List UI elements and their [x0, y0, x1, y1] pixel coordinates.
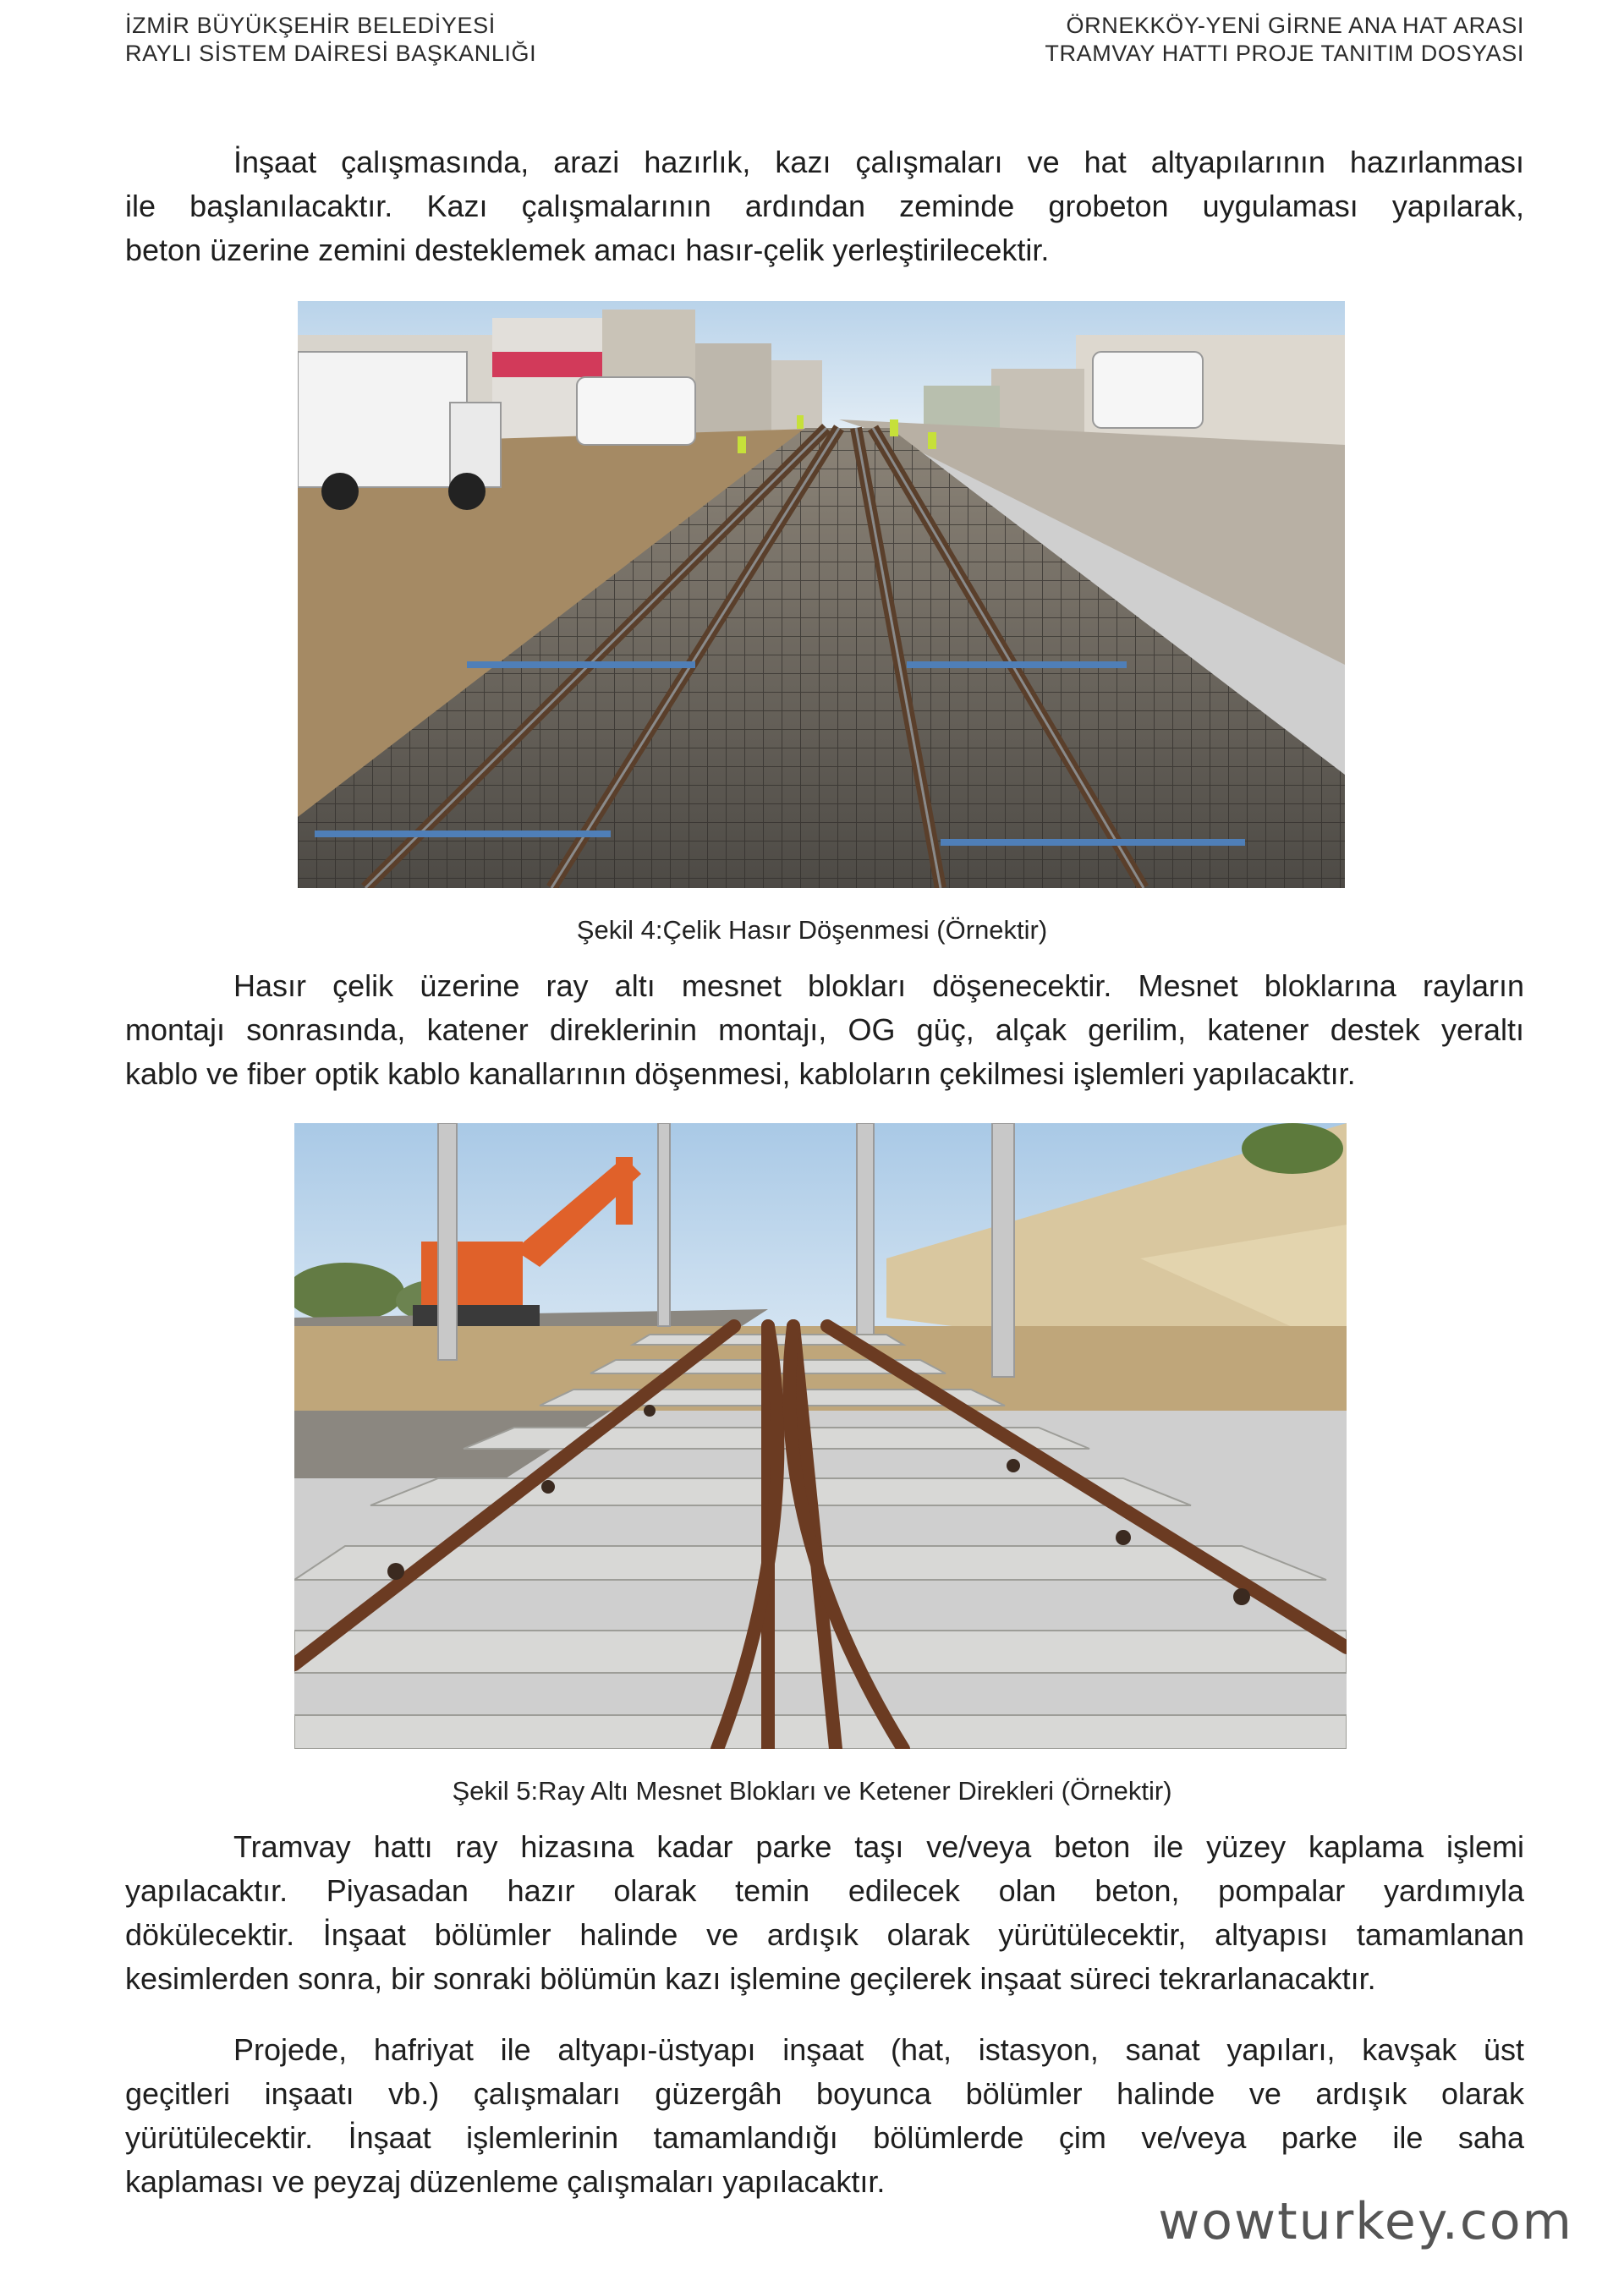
paragraph-line: geçitleri inşaatı vb.) çalışmaları güzergâh boyunca bölümler halinde ve ardışık olarak [125, 2076, 1524, 2111]
header-project-line2: TRAMVAY HATTI PROJE TANITIM DOSYASI [1045, 41, 1524, 66]
header-org-line1: İZMİR BÜYÜKŞEHİR BELEDİYESİ [125, 13, 496, 38]
figure-5-image [294, 1123, 1347, 1749]
figure-4-caption: Şekil 4:Çelik Hasır Döşenmesi (Örnektir) [576, 915, 1048, 945]
paragraph-line: yürütülecektir. İnşaat işlemlerinin tamamlandığı bölümlerde çim ve/veya parke ile saha [125, 2120, 1524, 2155]
site-watermark: wowturkey.com [1158, 2192, 1573, 2251]
paragraph-line: Projede, hafriyat ile altyapı-üstyapı inşaat (hat, istasyon, sanat yapıları, kavşak üst [233, 2032, 1524, 2067]
paragraph-line: beton üzerine zemini desteklemek amacı hasır-çelik yerleştirilecektir. [125, 233, 1050, 267]
paragraph-line: kaplaması ve peyzaj düzenleme çalışmaları yapılacaktır. [125, 2164, 886, 2199]
paragraph-2 [125, 964, 1524, 1096]
paragraph-line: kablo ve fiber optik kablo kanallarının döşenmesi, kabloların çekilmesi işlemleri yapılacaktır. [125, 1056, 1356, 1091]
paragraph-line: Tramvay hattı ray hizasına kadar parke taşı ve/veya beton ile yüzey kaplama işlemi [233, 1829, 1524, 1864]
header-left [125, 12, 536, 68]
figure-5-caption: Şekil 5:Ray Altı Mesnet Blokları ve Ketener Direkleri (Örnektir) [452, 1776, 1172, 1806]
page-header [125, 12, 1524, 79]
header-org-line2: RAYLI SİSTEM DAİRESİ BAŞKANLIĞI [125, 41, 537, 66]
steel-mesh-track-illustration [298, 301, 1345, 888]
header-project-line1: ÖRNEKKÖY-YENİ GİRNE ANA HAT ARASI [1066, 13, 1524, 38]
paragraph-line: kesimlerden sonra, bir sonraki bölümün kazı işlemine geçilerek inşaat süreci tekrarlanacaktır. [125, 1961, 1376, 1996]
paragraph-line: İnşaat çalışmasında, arazi hazırlık, kazı çalışmaları ve hat altyapılarının hazırlanması [233, 145, 1524, 179]
paragraph-line: Hasır çelik üzerine ray altı mesnet blokları döşenecektir. Mesnet bloklarına rayların [233, 968, 1524, 1003]
figure-4-image [298, 301, 1345, 888]
paragraph-line: montajı sonrasında, katener direklerinin montajı, OG güç, alçak gerilim, katener destek yeraltı [125, 1012, 1524, 1047]
track-switch-illustration [294, 1123, 1347, 1749]
paragraph-line: ile başlanılacaktır. Kazı çalışmalarının ardından zeminde grobeton uygulaması yapılarak, [125, 189, 1524, 223]
paragraph-line: dökülecektir. İnşaat bölümler halinde ve ardışık olarak yürütülecektir, altyapısı tamamlanan [125, 1917, 1524, 1952]
header-right [1045, 12, 1524, 68]
paragraph-line: yapılacaktır. Piyasadan hazır olarak temin edilecek olan beton, pompalar yardımıyla [125, 1873, 1524, 1908]
paragraph-3 [125, 1825, 1524, 2001]
paragraph-4 [125, 2028, 1524, 2204]
paragraph-1 [125, 140, 1524, 272]
